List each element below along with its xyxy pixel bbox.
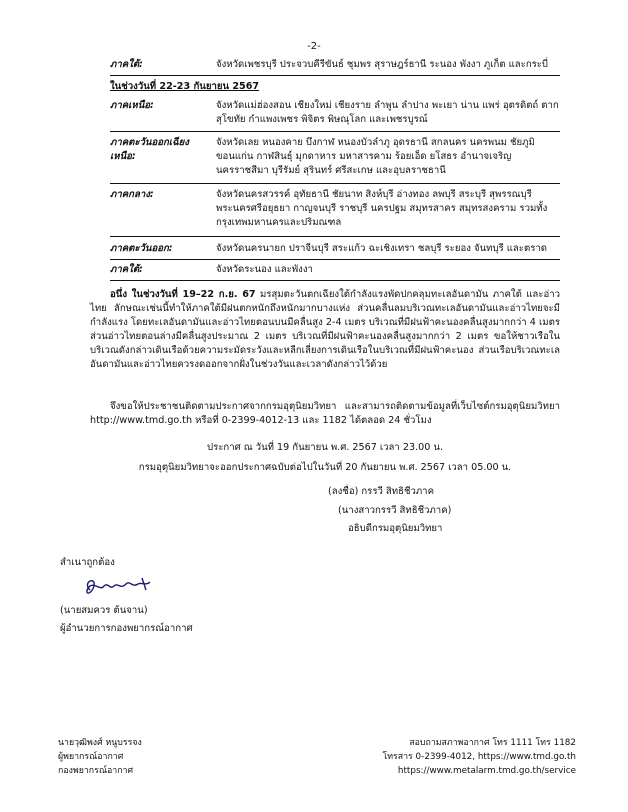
region-value: จังหวัดเลย หนองคาย บึงกาฬ หนองบัวลำภู อุดรธานี สกลนคร นครพนม ชัยภูมิ ขอนแก่น กาฬสินธุ์ มุกดาหาร มหาสารคาม ร้อยเอ็ด ยโสธร อำนาจเจริญ นครราชสีมา บุรีรัมย์ สุรินทร์ ศรีสะเกษ และอุบลราชธานี xyxy=(216,137,535,176)
divider xyxy=(110,131,560,132)
footer-right-line: https://www.metalarm.tmd.go.th/service xyxy=(397,766,576,777)
region-value: จังหวัดนครสวรรค์ อุทัยธานี ชัยนาท สิงห์บุรี อ่างทอง ลพบุรี สระบุรี สุพรรณบุรี พระนครศรีอยุธยา กาญจนบุรี ราชบุรี นครปฐม สมุทรสาคร สมุทรสงคราม รวมทั้งกรุงเทพมหานครและปริมณฑล xyxy=(216,189,548,228)
region-label: ภาคเหนือ: xyxy=(110,100,154,111)
certifier-name: (นายสมควร ต้นจาน) xyxy=(60,605,148,616)
footer-right-line: สอบถามสภาพอากาศ โทร 1111 โทร 1182 xyxy=(409,738,576,748)
footer-left-line: ผู้พยากรณ์อากาศ xyxy=(58,752,124,763)
follow-up-paragraph: จึงขอให้ประชาชนติดตามประกาศจากกรมอุตุนิยมวิทยา และสามารถติดตามข้อมูลที่เว็บไซต์กรมอุตุนิยมวิทยา http://www.tmd.go.th หรือที่ 0-2399-4012-13 และ 1182 ได้ตลอด 24 ชั่วโมง xyxy=(90,401,560,426)
announce-date: ประกาศ ณ วันที่ 19 กันยายน พ.ศ. 2567 เวลา 23.00 น. xyxy=(207,442,443,453)
signer-title: อธิบดีกรมอุตุนิยมวิทยา xyxy=(348,523,443,534)
region-value: จังหวัดระนอง และพังงา xyxy=(216,264,313,275)
warning-paragraph xyxy=(90,288,560,371)
region-value: จังหวัดเพชรบุรี ประจวบคีรีขันธ์ ชุมพร สุราษฎร์ธานี ระนอง พังงา ภูเก็ต และกระบี่ xyxy=(216,59,549,70)
page-number: -2- xyxy=(307,41,321,52)
signature-icon xyxy=(80,572,170,600)
footer-left xyxy=(58,736,142,778)
divider xyxy=(110,259,560,260)
region-label: ภาคใต้: xyxy=(110,264,143,275)
footer-left-line: กองพยากรณ์อากาศ xyxy=(58,766,134,777)
region-value: จังหวัดแม่ฮ่องสอน เชียงใหม่ เชียงราย ลำพูน ลำปาง พะเยา น่าน แพร่ อุตรดิตถ์ ตาก สุโขทัย กำแพงเพชร พิจิตร พิษณุโลก และเพชรบูรณ์ xyxy=(216,100,559,125)
certified-label: สำเนาถูกต้อง xyxy=(60,557,115,568)
section-heading: ในช่วงวันที่ 22-23 กันยายน 2567 xyxy=(110,81,260,92)
divider xyxy=(110,75,560,76)
footer-right-line: โทรสาร 0-2399-4012, https://www.tmd.go.th xyxy=(382,752,576,763)
next-announce: กรมอุตุนิยมวิทยาจะออกประกาศฉบับต่อไปในวันที่ 20 กันยายน พ.ศ. 2567 เวลา 05.00 น. xyxy=(138,462,512,473)
signer-name: (นางสาวกรรวี สิทธิชีวภาค) xyxy=(338,505,452,516)
paragraph-lead: อนึ่ง ในช่วงวันที่ 19–22 ก.ย. 67 xyxy=(110,289,256,300)
footer-left-line: นายวุฒิพงศ์ หนูบรรจง xyxy=(58,738,142,748)
region-label: ภาคตะวันออก: xyxy=(110,243,173,254)
region-label: ภาคใต้: xyxy=(110,59,143,70)
footer-right xyxy=(382,736,576,778)
paragraph-body: มรสุมตะวันตกเฉียงใต้กำลังแรงพัดปกคลุมทะเลอันดามัน ภาคใต้ และอ่าวไทย ลักษณะเช่นนี้ทำให้ภาคใต้มีฝนตกหนักถึงหนักมากบางแห่ง ส่วนคลื่นลมบริเวณทะเลอันดามันและอ่าวไทยจะมีกำลังแรง โดยทะเลอันดามันและอ่าวไทยตอนบนมีคลื่นสูง 2-4 เมตร บริเวณที่มีฝนฟ้าคะนองคลื่นสูงมากกว่า 4 เมตร ส่วนอ่าวไทยตอนล่างมีคลื่นสูงประมาณ 2 เมตร บริเวณที่มีฝนฟ้าคะนองคลื่นสูงมากกว่า 2 เมตร ขอให้ชาวเรือในบริเวณดังกล่าวเดินเรือด้วยความระมัดระวังและหลีกเลี่ยงการเดินเรือในบริเวณที่มีฝนฟ้าคะนอง ส่วนเรือบริเวณทะเลอันดามันและอ่าวไทยควรงดออกจากฝั่งในช่วงวันและเวลาดังกล่าวไว้ด้วย xyxy=(90,289,560,370)
region-label: ภาคตะวันออกเฉียงเหนือ: xyxy=(110,137,189,162)
signed-line: (ลงชื่อ) กรรวี สิทธิชีวภาค xyxy=(328,486,434,497)
region-label: ภาคกลาง: xyxy=(110,189,154,200)
region-value: จังหวัดนครนายก ปราจีนบุรี สระแก้ว ฉะเชิงเทรา ชลบุรี ระยอง จันทบุรี และตราด xyxy=(216,243,547,254)
divider xyxy=(110,280,560,281)
divider xyxy=(110,236,560,237)
divider xyxy=(110,183,560,184)
certifier-title: ผู้อำนวยการกองพยากรณ์อากาศ xyxy=(60,623,193,634)
